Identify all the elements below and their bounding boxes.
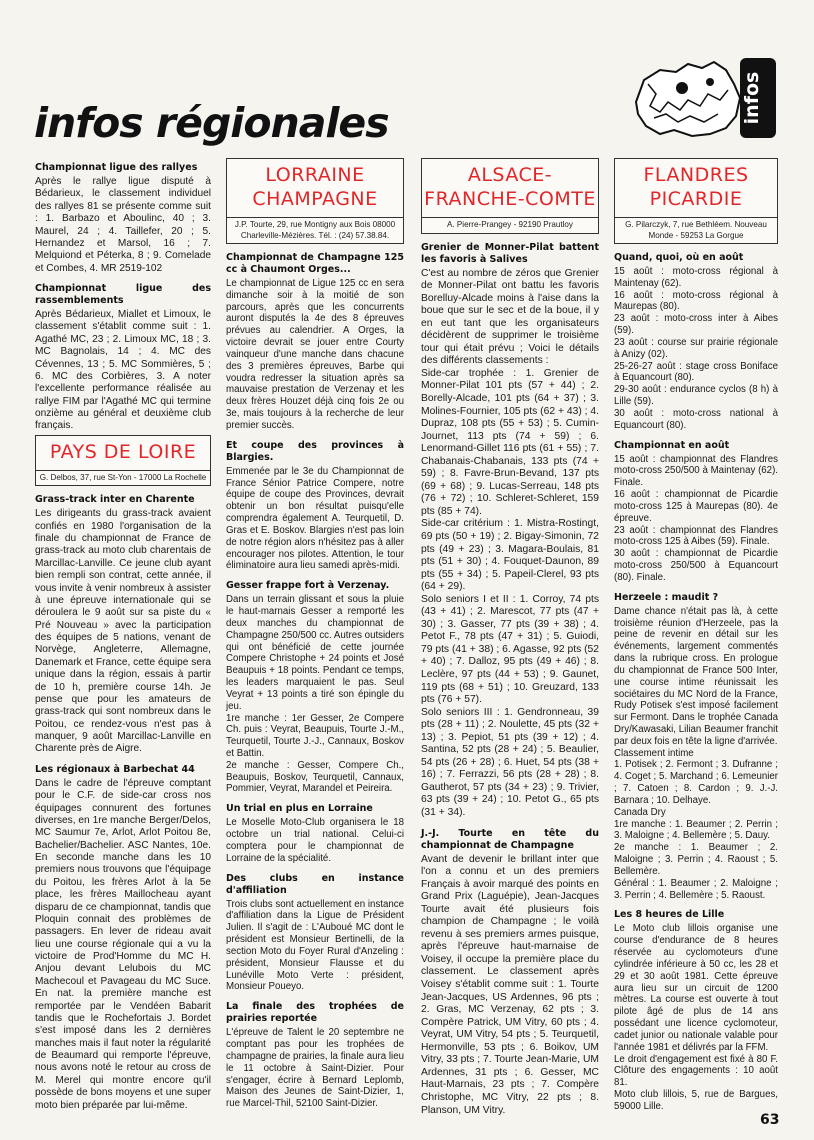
article-paragraph: Le droit d'engagement est fixé à 80 F. Clôture des engagements : 10 août 81. (614, 1053, 778, 1089)
article-paragraph: 29-30 août : endurance cyclos (8 h) à Lille (59). (614, 384, 778, 408)
region-title: ALSACE-FRANCHE-COMTE (424, 164, 596, 210)
article-paragraph: Solo seniors III : 1. Gendronneau, 39 pts (28 + 11) ; 2. Noulette, 45 pts (32 + 13) ; 3. Pepiot, 51 pts (39 + 12) ; 4. Santina, 52 pts (28 + 24) ; 5. Beaulier, 54 pts (26 + 28) ; 6. Huet, 54 pts (38 + 16) ; 7. Ferrazzi, 56 pts (28 + 28) ; 8. Gautherot, 57 pts (34 + 23) ; 9. Trivier, 63 pts (39 + 24) ; 10. Petot G., 65 pts (31 + 34). (421, 706, 599, 819)
article-paragraph: Avant de devenir le brillant inter que l'on a connu et un des premiers Français à avoir marqué des points en Grand Prix (Laguépie), Jean-Jacques Tourte avait été plusieurs fois champion de Champagne ; le voilà revenu à ses premiers armes puisque, après l'épreuve haut-marnaise de Voisey, il occupe la première place du classement. Le classement après Voisey s'établit comme suit : 1. Tourte Jean-Jacques, US Ardennes, 96 pts ; 2. Gras, MC Verzenay, 62 pts ; 3. Compère Patrick, UM Vitry, 60 pts ; 4. Veyrat, UM Vitry, 54 pts ; 5. Teurquetil, Hermonville, 53 pts ; 6. Boikov, UM Vitry, 33 pts ; 7. Tourte Jean-Marie, UM Ardennes, 31 pts ; 6. Gesser, MC Haut-Marnais, 23 pts ; 7. Compère Christophe, MC Vitry, 22 pts ; 8. Planson, UM Vitry. (421, 853, 599, 1116)
article-paragraph: 2e manche : 1. Beaumer ; 2. Maloigne ; 3. Perrin ; 4. Raoust ; 5. Bellemère. (614, 842, 778, 877)
article-paragraph: Solo seniors I et II : 1. Corroy, 74 pts (43 + 41) ; 2. Marescot, 77 pts (47 + 30) ; 3. Gasser, 77 pts (39 + 38) ; 4. Petot F., 78 pts (47 + 31) ; 5. Guiodi, 79 pts (41 + 38) ; 6. Agasse, 92 pts (52 + 40) ; 7. Dalloz, 95 pts (49 + 46) ; 8. Leclère, 97 pts (44 + 53) ; 9. Gaunet, 119 pts (68 + 51) ; 10. Greuzard, 133 pts (76 + 57). (421, 593, 599, 706)
article-paragraph: C'est au nombre de zéros que Grenier de Monner-Pilat ont battu les favoris Borelluy-Alcade moins à l'aise dans la boue que sur le sec et de la boue, il y en eut tant que les organisateurs décidèrent de supprimer le troisième tour qui était prévu ; Voici le détails des différents classements : (421, 267, 599, 367)
section-heading: Un trial en plus en Lorraine (226, 803, 373, 815)
section-heading: Championnat de Champagne 125 cc à Chaumont Orges... (226, 252, 404, 275)
section-heading: Et coupe des provinces à Blargies. (226, 439, 404, 463)
section-heading: Grass-track inter en Charente (35, 494, 195, 506)
article-paragraph: 15 août : championnat des Flandres moto-cross 250/500 à Maintenay (62). Finale. (614, 453, 778, 489)
article-paragraph: 25-26-27 août : stage cross Boniface à Equancourt (80). (614, 360, 778, 384)
section-heading: J.-J. Tourte en tête du championnat de Champagne (421, 827, 599, 851)
region-box (614, 158, 778, 244)
region-box (421, 158, 599, 234)
section-heading: Championnat en août (614, 439, 730, 451)
page-title: infos régionales (34, 99, 389, 147)
article-paragraph: 23 août : course sur prairie régionale à Anizy (02). (614, 336, 778, 360)
article-paragraph: 15 août : moto-cross régional à Maintenay (62). (614, 266, 778, 289)
article-paragraph: 30 août : championnat de Picardie moto-cross 250/500 à Equancourt (80). Finale. (614, 548, 778, 583)
region-box (35, 435, 211, 487)
region-title: PAYS DE LOIRE (49, 440, 197, 463)
column-1 (35, 156, 211, 1112)
article-paragraph: Canada Dry (614, 806, 666, 818)
column-3 (421, 156, 599, 1117)
article-paragraph: 1. Potisek ; 2. Fermont ; 3. Dufranne ; 4. Coget ; 5. Marchand ; 6. Lemeunier ; 7. Catoen ; 8. Cardon ; 9. J.-J. Barnara ; 10. Delhaye. (614, 759, 778, 806)
section-heading: Championnat ligue des rallyes (35, 162, 198, 173)
article-paragraph: L'épreuve de Talent le 20 septembre ne comptant pas pour les trophées de champagne de prairies, la finale aura lieu le 11 octobre à Saint-Dizier. Pour s'engager, écrire à Bernard Leplomb, Maison des Jeunes de Saint-Dizier, 1, rue Marcel-Thil, 52100 Saint-Dizier. (226, 1027, 404, 1110)
column-4 (614, 156, 778, 1113)
article-paragraph: 2e manche : Gesser, Compere Ch., Beaupuis, Boskov, Teurquetil, Cannaux, Pommier, Veyrat, Marandel et Peireira. (226, 759, 404, 795)
section-heading: Gesser frappe fort à Verzenay. (226, 580, 390, 592)
article-paragraph: 30 août : moto-cross national à Equancourt (80). (614, 407, 778, 431)
article-paragraph: Moto club lillois, 5, rue de Bargues, 59000 Lille. (614, 1089, 778, 1112)
article-paragraph: Side-car trophée : 1. Grenier de Monner-Pilat 101 pts (57 + 44) ; 2. Borelly-Alcade, 101 pts (64 + 37) ; 3. Molines-Fournier, 105 pts (62 + 43) ; 4. Dupraz, 108 pts (55 + 53) ; 5. Cumin-Journet, 113 pts (74 + 59) ; 6. Lenormand-Gillet 116 pts (61 + 55) ; 7. Chabanais-Chabanais, 133 pts (74 + 59) ; 8. Favre-Brun-Bevand, 137 pts (69 + 68) ; 9. Lucas-Serreau, 148 pts (76 + 72) ; 10. Schleret-Schleret, 159 pts (85 + 74). (421, 367, 599, 517)
region-box (226, 158, 404, 244)
section-heading: Les 8 heures de Lille (614, 909, 725, 921)
section-heading: Des clubs en instance d'affiliation (226, 872, 404, 896)
column-2 (226, 156, 404, 1110)
logo-text: infos (741, 71, 763, 125)
section-heading: Herzeele : maudit ? (614, 591, 719, 603)
article-paragraph: Le Moselle Moto-Club organisera le 18 octobre un trial national. Celui-ci comptera pour le championnat de Lorraine de la spécialité. (226, 817, 404, 864)
correspondent-address: A. Pierre-Prangey - 92190 Prautloy (422, 217, 598, 233)
section-heading: Les régionaux à Barbechat 44 (35, 763, 195, 775)
article-paragraph: Side-car critérium : 1. Mistra-Rostingt, 69 pts (50 + 19) ; 2. Bigay-Simonin, 72 pts (49 + 23) ; 3. Magara-Boulais, 81 pts (51 + 30) ; 4. Fouquet-Daunon, 89 pts (55 + 34) ; 5. Papeil-Clerel, 93 pts (64 + 29). (421, 518, 599, 593)
article-paragraph: Dans le cadre de l'épreuve comptant pour le C.F. de side-car cross nos équipages connurent des fortunes diverses, en 1re manche Berger/Delos, MC Saumur 7e, Arlot, Arlot Poitou 8e, Bachelier/Bachelier. ASC Nantes, 10e. En seconde manche dans les 10 premiers nous trouvons que l'équipage du Poitou, les frères Arlot à la 5e place, les frères Maillocheau ayant disparu de ce championnat, tandis que Ploquin connait des problèmes de passagers. En lever de rideau avait lieu une course régionale qui a vu la victoire de Prod'Homme du MC H. Anjou devant Lelubois du MC Machecoul et Pavageau du MC Suce. En nat. la première manche est remportée par le Vendéen Babarit tandis que le Rochefortais J. Bordet s'est imposé dans les 2 dernières manches mais il faut noter la régularité de Beaumard qui remporte l'épreuve, nous avons noté le retour au cross de M. Merel qui montre encore qu'il possède de bons moyens et une super moto bien préparée par lui-même. (35, 777, 211, 1111)
region-title: FLANDRES PICARDIE (643, 164, 749, 210)
correspondent-address: G. Delbos, 37, rue St-Yon - 17000 La Rochelle (36, 470, 210, 486)
section-heading: La finale des trophées de prairies reportée (226, 1001, 404, 1025)
section-heading: Championnat ligue des rassemblements (35, 283, 211, 306)
article-paragraph: Classement intime (614, 747, 694, 759)
correspondent-address: J.P. Tourte, 29, rue Montigny aux Bois 08000 Charleville-Mézières. Tél. : (24) 57.38.84. (227, 217, 403, 243)
article-paragraph: Le championnat de Ligue 125 cc en sera dimanche soir à la moitié de son parcours, après que les concurrents auront disputés la 4e des 8 épreuves prévues au calendrier. A Orges, la victoire devrait se jouer entre Courty vainqueur d'une manche dans chacune des 3 premières épreuves, Barbe qui voudra redresser la situation après sa mauvaise prestation de Verzenay et les deux frères Houzet déjà cinq fois 2e ou 3e, mais toujours à la recherche de leur premier succès. (226, 278, 404, 431)
article-paragraph: 1re manche : 1er Gesser, 2e Compere Ch. puis : Veyrat, Beaupuis, Tourte J.-M., Teurquetil, Tourte J.-J., Cannaux, Boskov et Battin. (226, 712, 404, 759)
article-paragraph: 1re manche : 1. Beaumer ; 2. Perrin ; 3. Maloigne ; 4. Bellemère ; 5. Dauy. (614, 818, 778, 842)
article-paragraph: Les dirigeants du grass-track avaient confiés en 1980 l'organisation de la finale du championnat de France de grass-track au moto club charentais de Marcillac-Lanville. Ce jeune club ayant bien rempli son contrat, cette année, il vous invite à venir nombreux à assister à une épreuve internationale qui se déroulera le 9 août sur sa piste du « Pré Nouveau » avec la participation des équipes de 5 nations, venant de Norvège, Angleterre, Allemagne, Danemark et France, cette équipe sera unique dans la région, essais à partir de 10 h, première course 14h. Je pense que pour les amateurs de grass-track qui sont nombreux dans le Poitou, ce rendez-vous n'est pas à manquer, 9 août Marcillac-Lanville en Charente près de Aigre. (35, 508, 211, 755)
article-paragraph: 16 août : moto-cross régional à Maurepas (80). (614, 289, 778, 313)
infos-logo (630, 54, 778, 140)
article-paragraph: Le Moto club lillois organise une course d'endurance de 8 heures réservée au cyclomoteurs d'une cylindrée inférieure à 50 cc, les 28 et 29 et 30 août 1981. Cette épreuve aura lieu sur un circuit de 1200 mètres. La course est ouverte à tout pilote âgé de plus de 14 ans possédant une licence cyclomoteur, cadet junior ou nationale valable pour l'année 1981 et délivrés par la FFM. (614, 923, 778, 1053)
article-paragraph: Dans un terrain glissant et sous la pluie le haut-marnais Gesser a remporté les deux manches du championnat de Champagne 250/500 cc. Autres outsiders qui ont bénéficié de cette journée Compere Christophe + 24 points et José Beaupuis + 18 points. Pendant ce temps, les leaders marquaient le pas. Seul Veyrat + 13 points a tiré son épingle du jeu. (226, 594, 404, 712)
article-paragraph: 23 août : moto-cross inter à Aibes (59). (614, 313, 778, 337)
page-number: 63 (760, 1112, 780, 1128)
section-heading: Grenier de Monner-Pilat battent les favoris à Salives (421, 241, 599, 265)
article-paragraph: 23 août : championnat des Flandres moto-cross 125 à Aibes (59). Finale. (614, 524, 778, 548)
region-title: LORRAINE CHAMPAGNE (252, 164, 378, 210)
article-paragraph: Après Bédarieux, Miallet et Limoux, le classement s'établit comme suit : 1. Agathé MC, 23 ; 2. Limoux MC, 18 ; 3. MC Bagnolais, 14 ; 4. MC des Cévennes, 13 ; 5. MC Sommières, 5 ; 6. MC des Corbières, 3. A noter l'excellente performance réalisée au rallye FIM par l'Agathé MC qui termine onzième au général et deuxième club français. (35, 309, 211, 432)
correspondent-address: G. Pilarczyk, 7, rue Bethléem. Nouveau Monde - 59253 La Gorgue (615, 217, 777, 243)
article-paragraph: Emmenée par le 3e du Championnat de France Sénior Patrice Compere, notre équipe de coupe des Provinces, devrait obtenir un bon résultat puisqu'elle comprendra également A. Teurquetil, D. Gras et E. Boskov. Blargies n'est pas loin de notre région alors n'hésitez pas à aller encourager nos pilotes. Attention, le tour éliminatoire aura lieu samedi après-midi. (226, 465, 404, 572)
article-paragraph: Après le rallye ligue disputé à Bédarieux, le classement individuel des rallyes 81 se présente comme suit : 1. Barbazo et Aboulinc, 40 ; 3. Maurel, 24 ; 4. Taillefer, 20 ; 5. Hernandez et Marsol, 16 ; 7. Melquiond et Péterka, 8 ; 9. Comelade et Combes, 4. MR 2519-102 (35, 176, 211, 274)
article-paragraph: Trois clubs sont actuellement en instance d'affiliation dans la Ligue de Président Julien. Il s'agit de : L'Auboué MC dont le président est Monsieur Bertinelli, de la section Moto du Foyer Rural d'Anzeling : président, Monsieur Flausse et du Lunéville Moto Verte : président, Monsieur Poueyo. (226, 898, 404, 993)
article-paragraph: Général : 1. Beaumer ; 2. Maloigne ; 3. Perrin ; 4. Bellemère ; 5. Raoust. (614, 877, 778, 901)
section-heading: Quand, quoi, où en août (614, 252, 744, 263)
article-paragraph: 16 août : championnat de Picardie moto-cross 125 à Maurepas (80). 4e épreuve. (614, 489, 778, 524)
article-paragraph: Dame chance n'était pas là, à cette troisième réunion d'Herzeele, pas la peine de revenir en détail sur les événements, largement commentés dans la rubrique cross. En prologue du championnat de France 500 Inter, une course intime réunissait les sociétaires du MC Nord de la France, Rudy Potisek s'est imposé facilement sur Fermont. Dans le trophée Canada Dry/Kawasaki, Lilian Beaumer franchit par deux fois en tête la ligne d'arrivée. (614, 605, 778, 747)
